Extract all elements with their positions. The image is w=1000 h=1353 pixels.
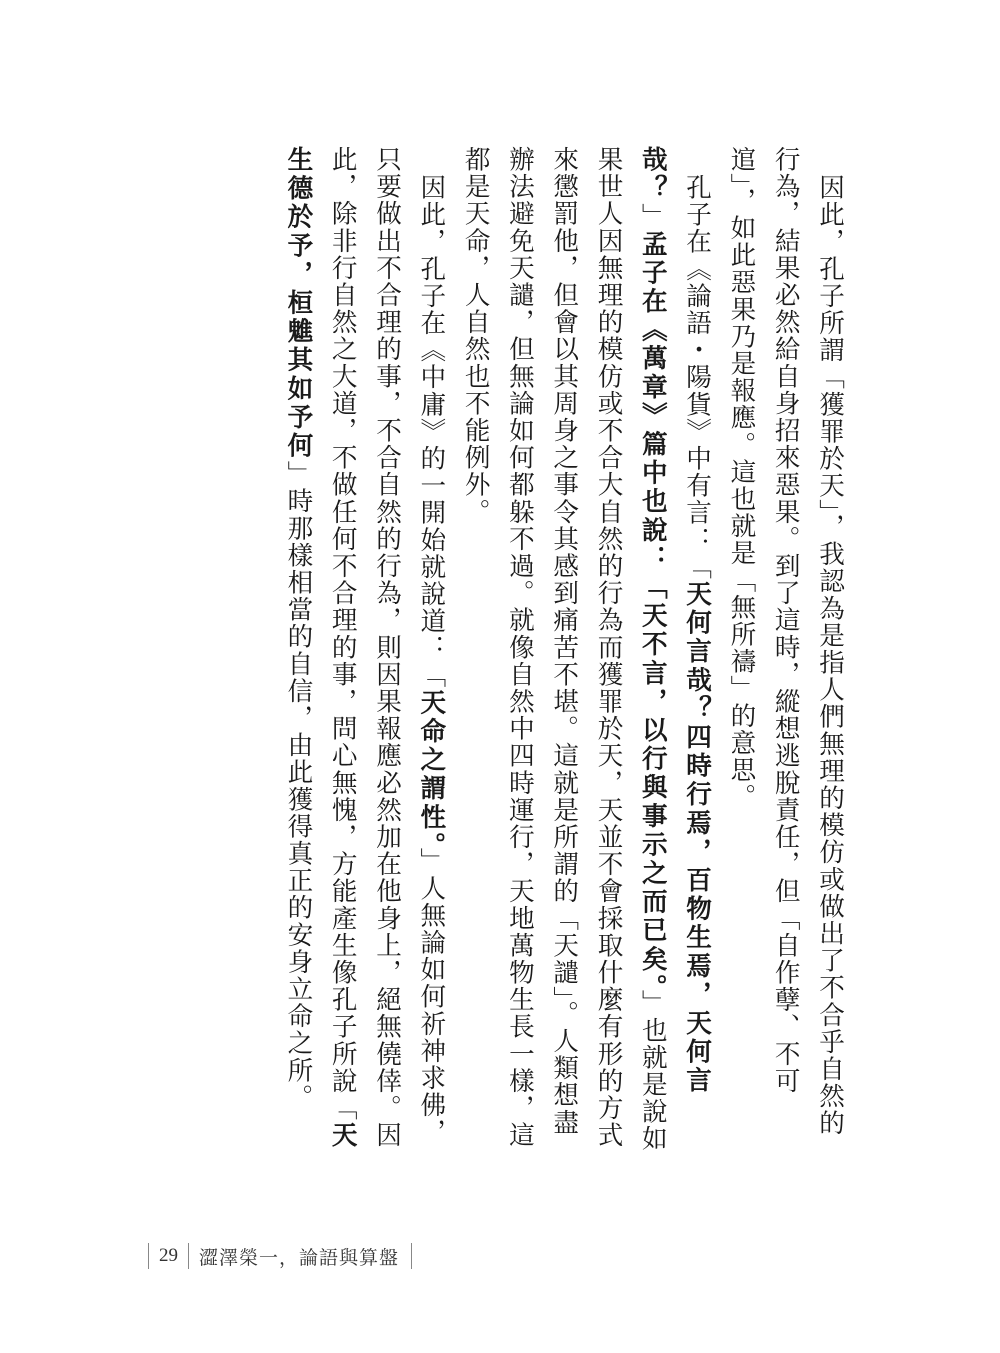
paragraph-3-text-b: 」人無論如何祈神求佛，只要做出不合理的事，不合自然的行為，則因果報應必然加在他身上，絕無僥倖。因此，除非行自然之大道，不做任何不合理的事，問心無愧，方能產生像孔子所說「 (327, 146, 447, 1149)
paragraph-3-text-a: 因此，孔子在《中庸》的一開始就說道：「 (416, 174, 447, 690)
quote-lunyu-yanghuo: 天何言哉？四時行焉，百物生焉，天何言哉？ (637, 146, 713, 1096)
paragraph-2-text-c: 」也就是說如果世人因無理的模仿或不合大自然的行為而獲罪於天，天並不會採取什麼有形的方式來懲罰他，但會以其周身之事令其感到痛苦不堪。這就是所謂的「天譴」。人類想盡辦法避免天譴，但無論如何都躲不過。就像自然中四時運行，天地萬物生長一樣，這都是天命，人自然也不能例外。 (460, 146, 668, 1153)
paragraph-2 (453, 146, 719, 1156)
page-footer (148, 1243, 412, 1269)
paragraph-2-text-a: 孔子在《論語・陽貨》中有言：「 (682, 174, 713, 581)
quote-zhongyong: 天命之謂性。 (416, 689, 447, 848)
paragraph-3-text-c: 」時那樣相當的自信，由此獲得真正的安身立命之所。 (283, 460, 314, 1112)
paragraph-1 (719, 146, 852, 1156)
quote-tian-sheng-de: 天生德於予，桓魋其如予何 (283, 146, 358, 1151)
paragraph-2-text-b: 」 (637, 203, 668, 231)
paragraph-1-text: 因此，孔子所謂「獲罪於天」，我認為是指人們無理的模仿或做出了不合乎自然的行為，結果必然給自身招來惡果。到了這時，縱想逃脫責任，但「自作孽、不可逭」，如此惡果乃是報應。這也就是「無所禱」的意思。 (726, 146, 845, 1137)
vertical-text-body (152, 146, 852, 1156)
page-number: 29 (159, 1245, 178, 1266)
footer-divider-right (411, 1243, 412, 1269)
paragraph-3 (276, 146, 453, 1156)
quote-mengzi-wanzhang: 孟子在《萬章》篇中也說：「天不言，以行與事示之而已矣。 (637, 230, 668, 990)
running-title: 澀澤榮一，論語與算盤 (199, 1246, 400, 1269)
